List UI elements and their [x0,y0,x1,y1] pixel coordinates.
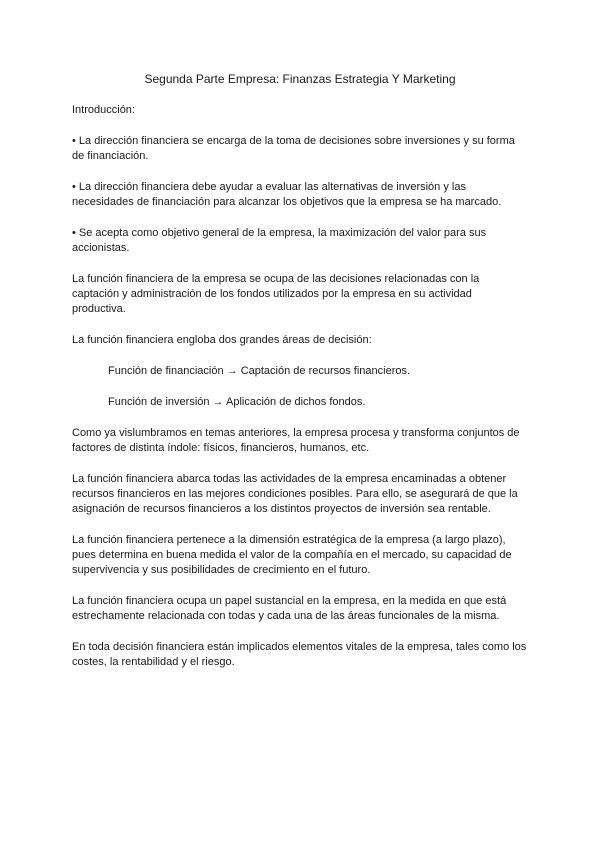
body-paragraph: La función financiera pertenece a la dimensión estratégica de la empresa (a largo plazo), pues determina en buena medida el valor de la compañía en el mercado, su capacidad de supervivencia y sus posibilidades de crecimiento en el futuro. [72,534,512,576]
body-paragraph: Como ya vislumbramos en temas anteriores, la empresa procesa y transforma conjuntos de factores de distinta índole: físicos, financieros, humanos, etc. [72,427,520,454]
indented-item: Función de financiación → Captación de recursos financieros. [108,365,411,377]
indented-item: Función de inversión → Aplicación de dichos fondos. [108,396,366,408]
body-paragraph: La función financiera abarca todas las actividades de la empresa encaminadas a obtener recursos financieros en las mejores condiciones posibles. Para ello, se asegurará de que la asignación de recursos financieros a los distintos proyectos de inversión sea rentable. [72,473,518,515]
body-paragraph: La función financiera engloba dos grandes áreas de decisión: [72,334,372,346]
bullet-paragraph: • La dirección financiera debe ayudar a evaluar las alternativas de inversión y las necesidades de financiación para alcanzar los objetivos que la empresa se ha marcado. [72,181,502,208]
document-body [72,103,528,686]
body-paragraph: En toda decisión financiera están implicados elementos vitales de la empresa, tales como los costes, la rentabilidad y el riesgo. [72,641,527,668]
document-title: Segunda Parte Empresa: Finanzas Estrategia Y Marketing [144,72,456,86]
bullet-paragraph: • La dirección financiera se encarga de la toma de decisiones sobre inversiones y su forma de financiación. [72,135,515,162]
body-paragraph: La función financiera de la empresa se ocupa de las decisiones relacionadas con la captación y administración de los fondos utilizados por la empresa en su actividad productiva. [72,273,480,315]
body-paragraph: La función financiera ocupa un papel sustancial en la empresa, en la medida en que está estrechamente relacionada con todas y cada una de las áreas funcionales de la misma. [72,595,507,622]
intro-label: Introducción: [72,104,135,116]
bullet-paragraph: • Se acepta como objetivo general de la empresa, la maximización del valor para sus accionistas. [72,227,487,254]
